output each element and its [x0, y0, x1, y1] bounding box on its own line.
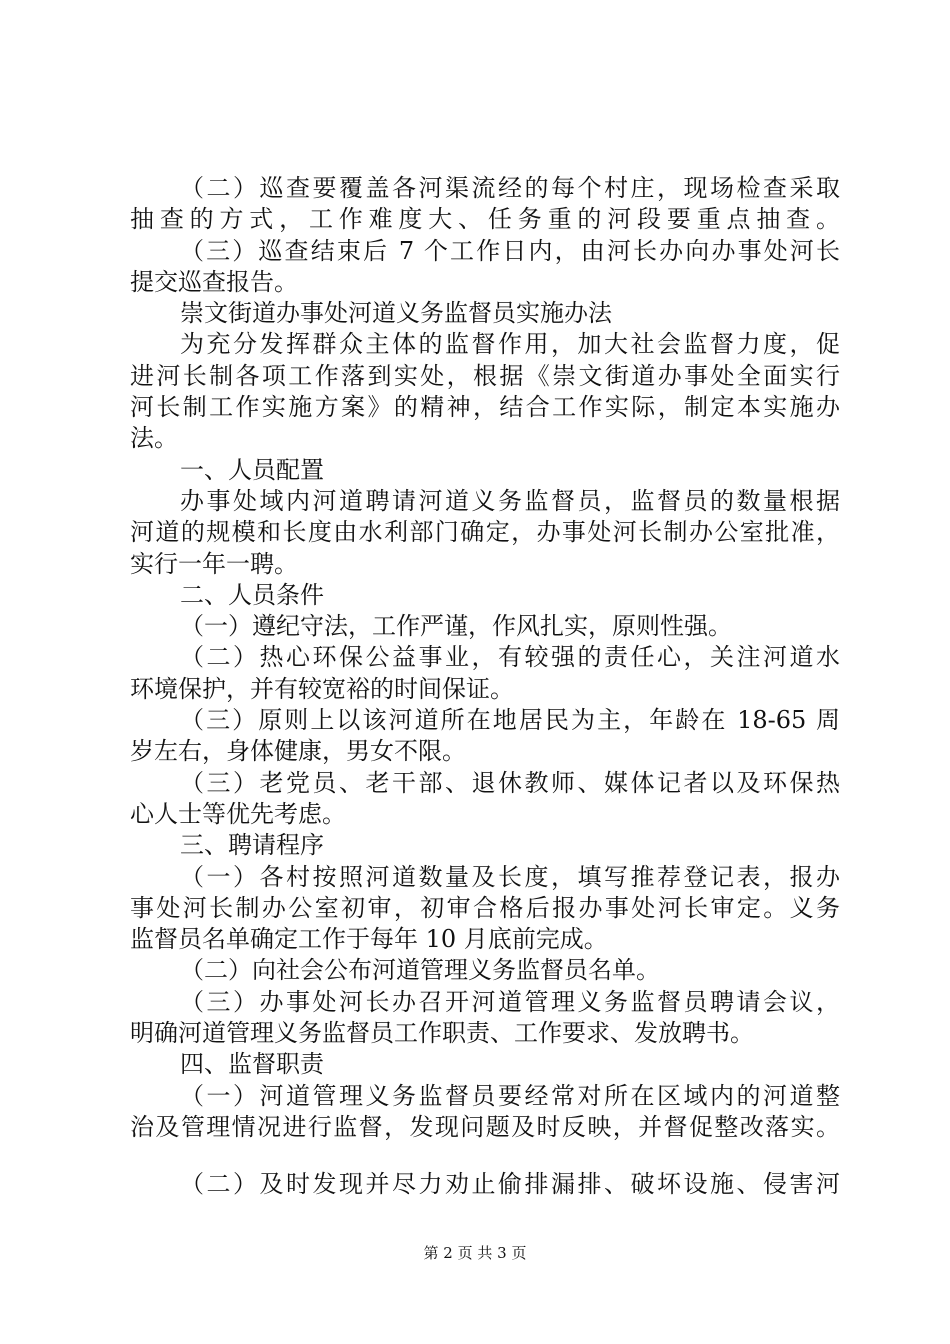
paragraph-line: （二）巡查要覆盖各河渠流经的每个村庄，现场检查采取 — [180, 174, 840, 202]
paragraph-line: 实行一年一聘。 — [130, 549, 298, 578]
section-heading: 三、聘请程序 — [180, 831, 324, 860]
paragraph-line: 心人士等优先考虑。 — [130, 799, 346, 828]
paragraph-line: 抽查的方式，工作难度大、任务重的河段要重点抽查。 — [130, 205, 840, 234]
paragraph-line: （三）原则上以该河道所在地居民为主，年龄在 18-65 周 — [180, 706, 840, 735]
paragraph-line: 为充分发挥群众主体的监督作用，加大社会监督力度，促 — [180, 330, 840, 359]
paragraph-line: （三）巡查结束后 7 个工作日内，由河长办向办事处河长 — [180, 236, 840, 265]
paragraph-line: 法。 — [130, 424, 178, 453]
paragraph-line: （一）各村按照河道数量及长度，填写推荐登记表，报办 — [180, 862, 840, 891]
section-heading: 二、人员条件 — [180, 580, 324, 609]
paragraph-line: 事处河长制办公室初审，初审合格后报办事处河长审定。义务 — [130, 893, 840, 922]
paragraph-line: （一）河道管理义务监督员要经常对所在区域内的河道整 — [180, 1081, 840, 1110]
paragraph-line: 明确河道管理义务监督员工作职责、工作要求、发放聘书。 — [130, 1019, 754, 1048]
section-title: 崇文街道办事处河道义务监督员实施办法 — [180, 299, 612, 328]
document-body — [130, 173, 840, 1201]
paragraph-line: 河道的规模和长度由水利部门确定，办事处河长制办公室批准， — [130, 518, 840, 547]
paragraph-line: （三）老党员、老干部、退休教师、媒体记者以及环保热 — [180, 768, 840, 797]
paragraph-line: （三）办事处河长办召开河道管理义务监督员聘请会议， — [180, 987, 840, 1016]
paragraph-line: 监督员名单确定工作于每年 10 月底前完成。 — [130, 925, 608, 954]
paragraph-line: 提交巡查报告。 — [130, 267, 298, 296]
paragraph-line: 河长制工作实施方案》的精神，结合工作实际，制定本实施办 — [130, 393, 840, 422]
paragraph-line: 环境保护，并有较宽裕的时间保证。 — [130, 674, 514, 703]
section-heading: 四、监督职责 — [180, 1050, 324, 1079]
paragraph-line: 岁左右，身体健康，男女不限。 — [130, 737, 466, 766]
paragraph-line: （一）遵纪守法，工作严谨，作风扎实，原则性强。 — [180, 612, 732, 641]
paragraph-line: 进河长制各项工作落到实处，根据《崇文街道办事处全面实行 — [130, 361, 840, 390]
paragraph-line: 办事处域内河道聘请河道义务监督员，监督员的数量根据 — [180, 486, 840, 515]
section-heading: 一、人员配置 — [180, 455, 324, 484]
paragraph-line: （二）及时发现并尽力劝止偷排漏排、破坏设施、侵害河 — [180, 1170, 840, 1199]
paragraph-line: 治及管理情况进行监督，发现问题及时反映，并督促整改落实。 — [130, 1112, 840, 1141]
paragraph-line: （二）热心环保公益事业，有较强的责任心，关注河道水 — [180, 643, 840, 672]
page-number: 第 2 页 共 3 页 — [423, 1244, 527, 1262]
paragraph-line: （二）向社会公布河道管理义务监督员名单。 — [180, 956, 660, 985]
